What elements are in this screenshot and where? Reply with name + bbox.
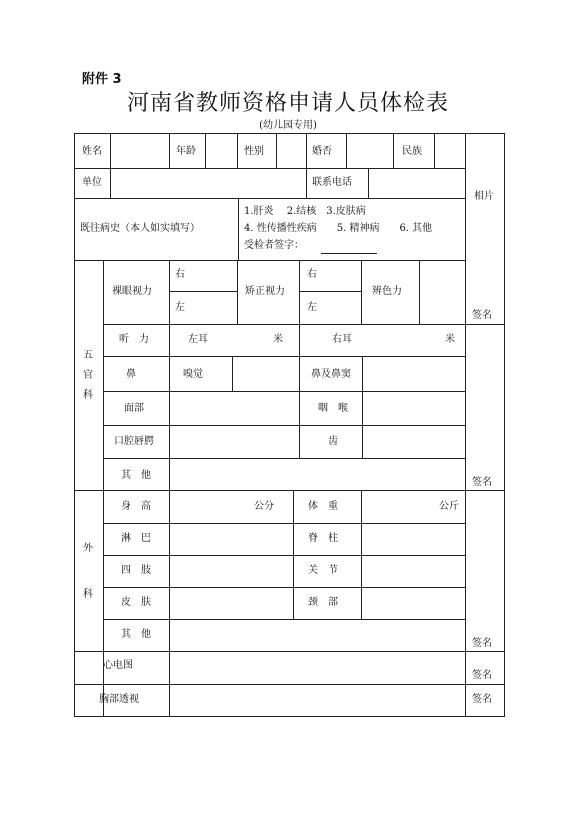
gender-label: 性别	[244, 146, 264, 157]
signature-label: 签名	[472, 670, 492, 681]
lymph-label: 淋 巴	[121, 533, 151, 544]
weight-label: 体 重	[308, 501, 338, 512]
sinus-label: 鼻及鼻窦	[311, 369, 351, 380]
left-ear-label: 左耳	[188, 334, 208, 345]
photo-label: 相片	[474, 191, 494, 202]
kg-unit: 公斤	[439, 501, 459, 512]
signature-label: 签名	[472, 310, 492, 321]
joints-label: 关 节	[308, 565, 338, 576]
section-char: 科	[83, 589, 93, 600]
unit-label: 单位	[82, 177, 102, 188]
attachment-label: 附件 3	[82, 72, 122, 87]
page-title: 河南省教师资格申请人员体检表	[126, 91, 449, 116]
mouth-label: 口腔唇腭	[114, 436, 154, 447]
corrected-vision-label: 矫正视力	[245, 286, 285, 297]
page-subtitle: (幼儿园专用)	[259, 120, 317, 131]
corrected-left-label: 左	[307, 302, 317, 313]
waike-other-label: 其 他	[121, 629, 151, 640]
corrected-right-label: 右	[307, 269, 317, 280]
smell-label: 嗅觉	[183, 369, 203, 380]
history-options-line2: 4. 性传播性疾病 5. 精神病 6. 其他	[244, 223, 433, 234]
age-label: 年龄	[176, 146, 196, 157]
section-char: 五	[83, 350, 93, 361]
naked-vision-label: 裸眼视力	[112, 286, 152, 297]
chest-xray-label: 胸部透视	[99, 694, 139, 705]
meter-unit: 米	[445, 334, 455, 345]
meter-unit: 米	[273, 334, 283, 345]
color-vision-label: 辨色力	[372, 286, 402, 297]
naked-left-label: 左	[175, 302, 185, 313]
medical-history-label: 既往病史（本人如实填写）	[80, 223, 200, 234]
signature-label: 签名	[472, 638, 492, 649]
neck-label: 颈 部	[308, 597, 338, 608]
examinee-signature-label: 受检者签字：	[244, 240, 304, 251]
hearing-label: 听 力	[119, 334, 149, 345]
nose-label: 鼻	[126, 369, 136, 380]
ecg-label: 心电图	[103, 660, 133, 671]
wuguan-other-label: 其 他	[121, 470, 151, 481]
ethnicity-label: 民族	[402, 146, 422, 157]
section-char: 外	[83, 543, 93, 554]
cm-unit: 公分	[254, 501, 274, 512]
teeth-label: 齿	[328, 436, 338, 447]
section-char: 官	[83, 370, 93, 381]
name-label: 姓名	[82, 146, 102, 157]
signature-label: 签名	[472, 694, 492, 705]
phone-label: 联系电话	[312, 177, 352, 188]
naked-right-label: 右	[175, 269, 185, 280]
limbs-label: 四 肢	[121, 565, 151, 576]
height-label: 身 高	[121, 501, 151, 512]
married-label: 婚否	[312, 146, 332, 157]
throat-label: 咽 喉	[318, 403, 348, 414]
face-label: 面部	[124, 403, 144, 414]
history-options-line1: 1.肝炎 2.结核 3.皮肤病	[244, 206, 366, 217]
section-char: 科	[83, 390, 93, 401]
spine-label: 脊 柱	[308, 533, 338, 544]
skin-label: 皮 肤	[121, 597, 151, 608]
signature-label: 签名	[472, 477, 492, 488]
right-ear-label: 右耳	[332, 334, 352, 345]
